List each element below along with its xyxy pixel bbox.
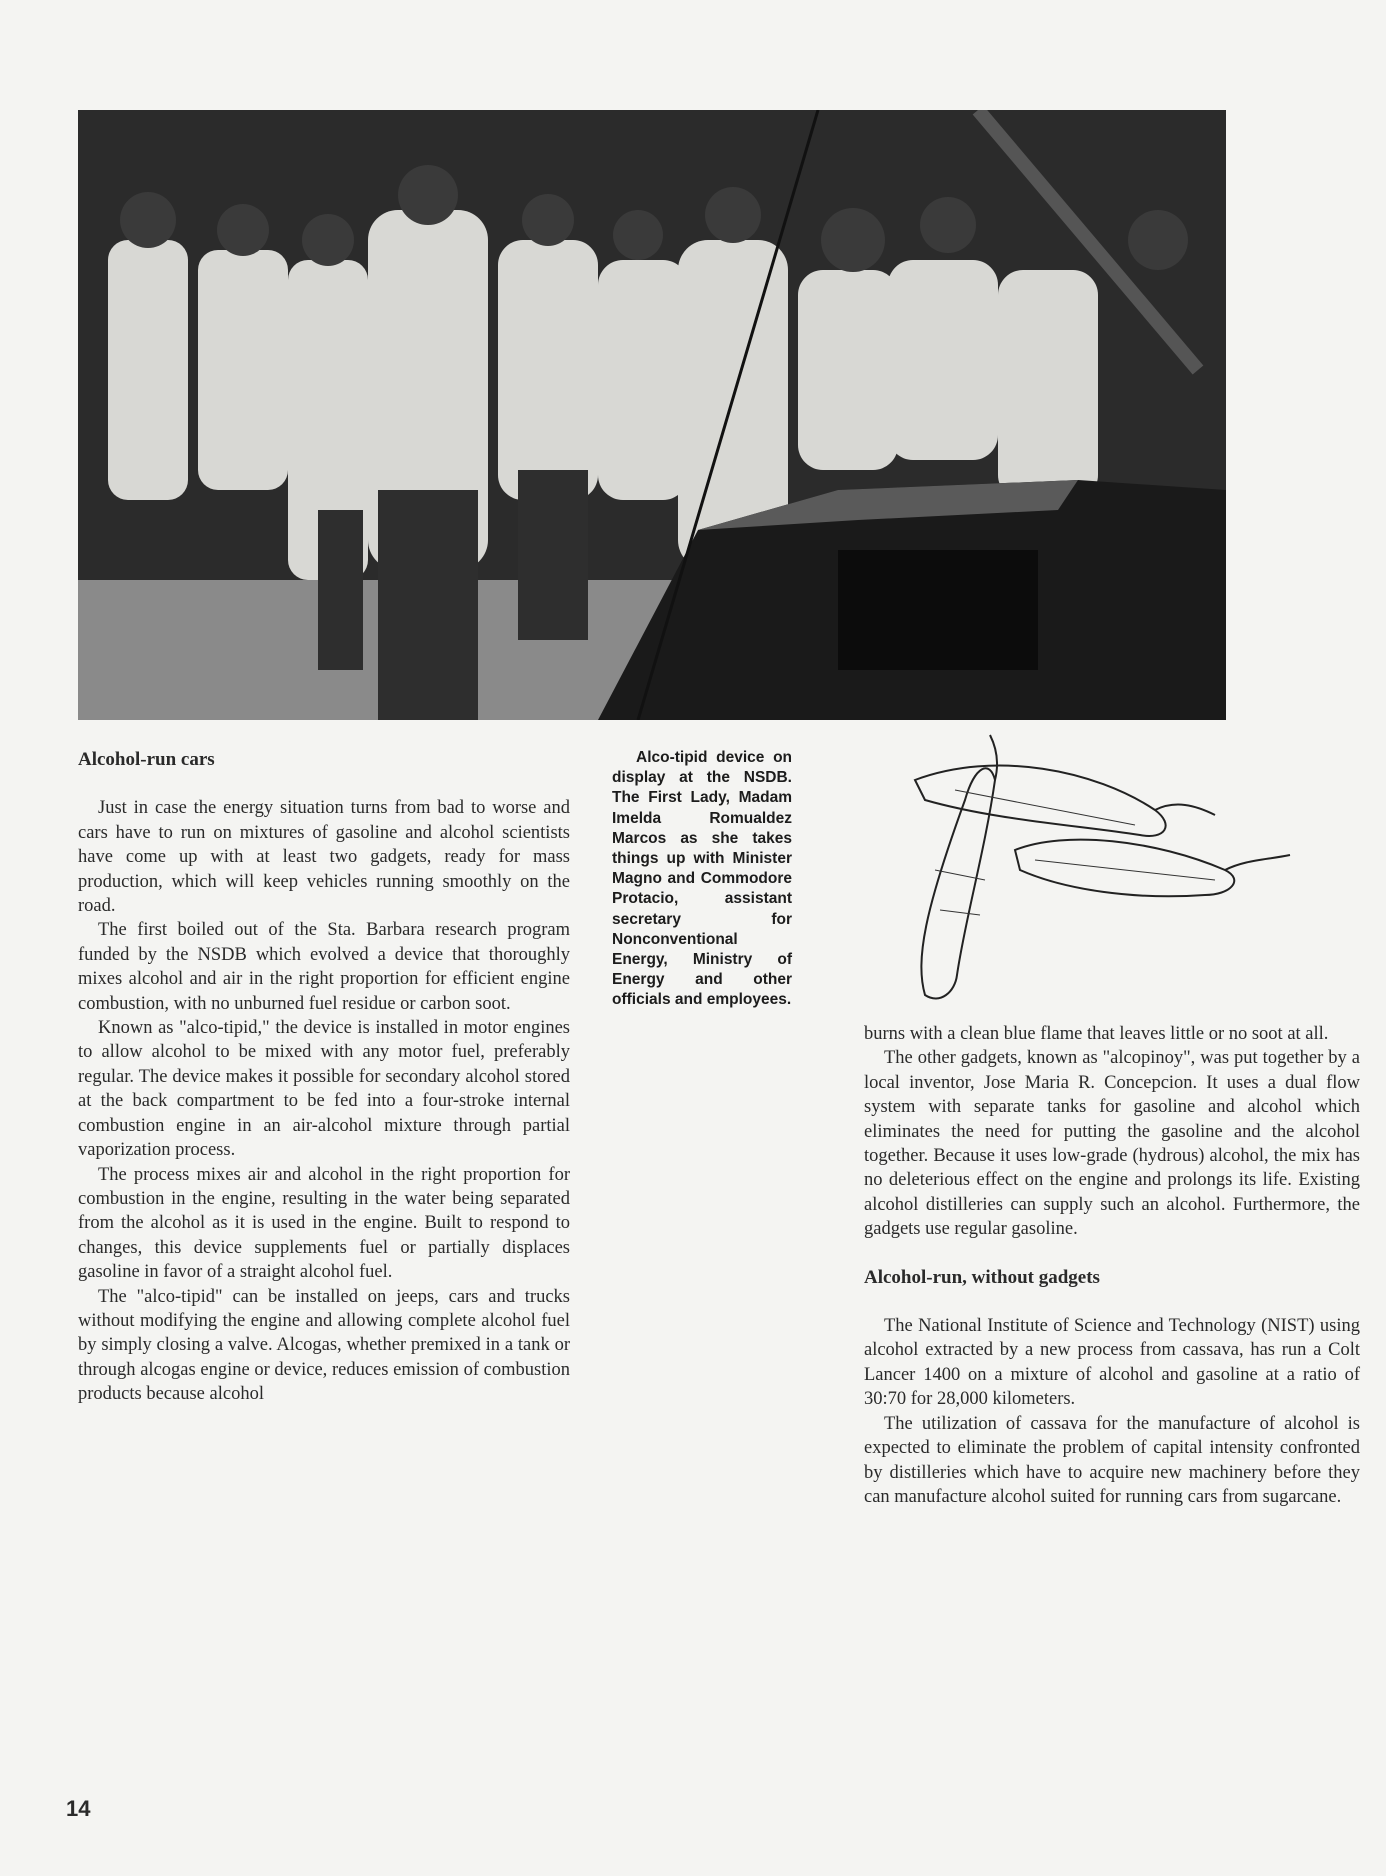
news-photo (78, 110, 1226, 720)
paragraph: The National Institute of Science and Technology (NIST) using alcohol extracted by a new process from cassava, has run a Colt Lancer 1400 on a mixture of alcohol and gasoline at a ratio of 30:70 for 28,000 kilometers. (864, 1316, 1360, 1410)
photo-crowd-car (78, 110, 1226, 720)
section-heading-without-gadgets: Alcohol-run, without gadgets (864, 1266, 1100, 1288)
left-column (78, 748, 570, 1407)
section-heading-alcohol-run-cars: Alcohol-run cars (78, 749, 215, 770)
caption-text: Alco-tipid device on display at the NSDB. The First Lady, Madam Imelda Romualdez Marcos as she takes things up with Minister Magno and Commodore Protacio, assistant secretary for Nonconventional Energy, Ministry of Energy and other officials and employees. (612, 749, 792, 1009)
paragraph: The other gadgets, known as "alcopinoy", was put together by a local inventor, Jose Maria R. Concepcion. It uses a dual flow system with separate tanks for gasoline and alcohol which eliminates the need for putting the gasoline and the alcohol together. Because it uses low-grade (hydrous) alcohol, the mix has no deleterious effect on the engine and prolongs its life. Existing alcohol distilleries can supply such an alcohol. Furthermore, the gadgets use regular gasoline. (864, 1048, 1360, 1240)
page-number: 14 (66, 1796, 91, 1821)
paragraph: Just in case the energy situation turns from bad to worse and cars have to run on mixtures of gasoline and alcohol scientists have come up with at least two gadgets, ready for mass production, which will keep vehicles running smoothly on the road. (78, 798, 570, 917)
right-column (864, 1022, 1360, 1509)
photo-caption (612, 748, 792, 1011)
paragraph: The "alco-tipid" can be installed on jeeps, cars and trucks without modifying the engine and allowing complete alcohol fuel by simply closing a valve. Alcogas, whether premixed in a tank or through alcogas engine or device, reduces emission of combustion products because alcohol (78, 1286, 570, 1405)
paragraph: The utilization of cassava for the manufacture of alcohol is expected to eliminate the problem of capital intensity confronted by distilleries which have to acquire new machinery before they can manufacture alcohol suited for running cars from sugarcane. (864, 1413, 1360, 1507)
paragraph: burns with a clean blue flame that leaves little or no soot at all. (864, 1024, 1329, 1044)
paragraph: The process mixes air and alcohol in the right proportion for combustion in the engine, resulting in the water being separated from the alcohol as it is used in the engine. Built to respond to changes, this device supplements fuel or partially displaces gasoline in favor of a straight alcohol fuel. (78, 1164, 570, 1283)
cassava-roots-icon (895, 730, 1305, 1010)
paragraph: The first boiled out of the Sta. Barbara research program funded by the NSDB which evolved a device that thoroughly mixes alcohol and air in the right proportion for efficient engine combustion, with no unburned fuel residue or carbon soot. (78, 920, 570, 1014)
paragraph: Known as "alco-tipid," the device is installed in motor engines to allow alcohol to be mixed with any motor fuel, preferably regular. The device makes it possible for secondary alcohol stored at the back compartment to be fed into a four-stroke internal combustion engine in an air-alcohol mixture through partial vaporization process. (78, 1018, 570, 1161)
